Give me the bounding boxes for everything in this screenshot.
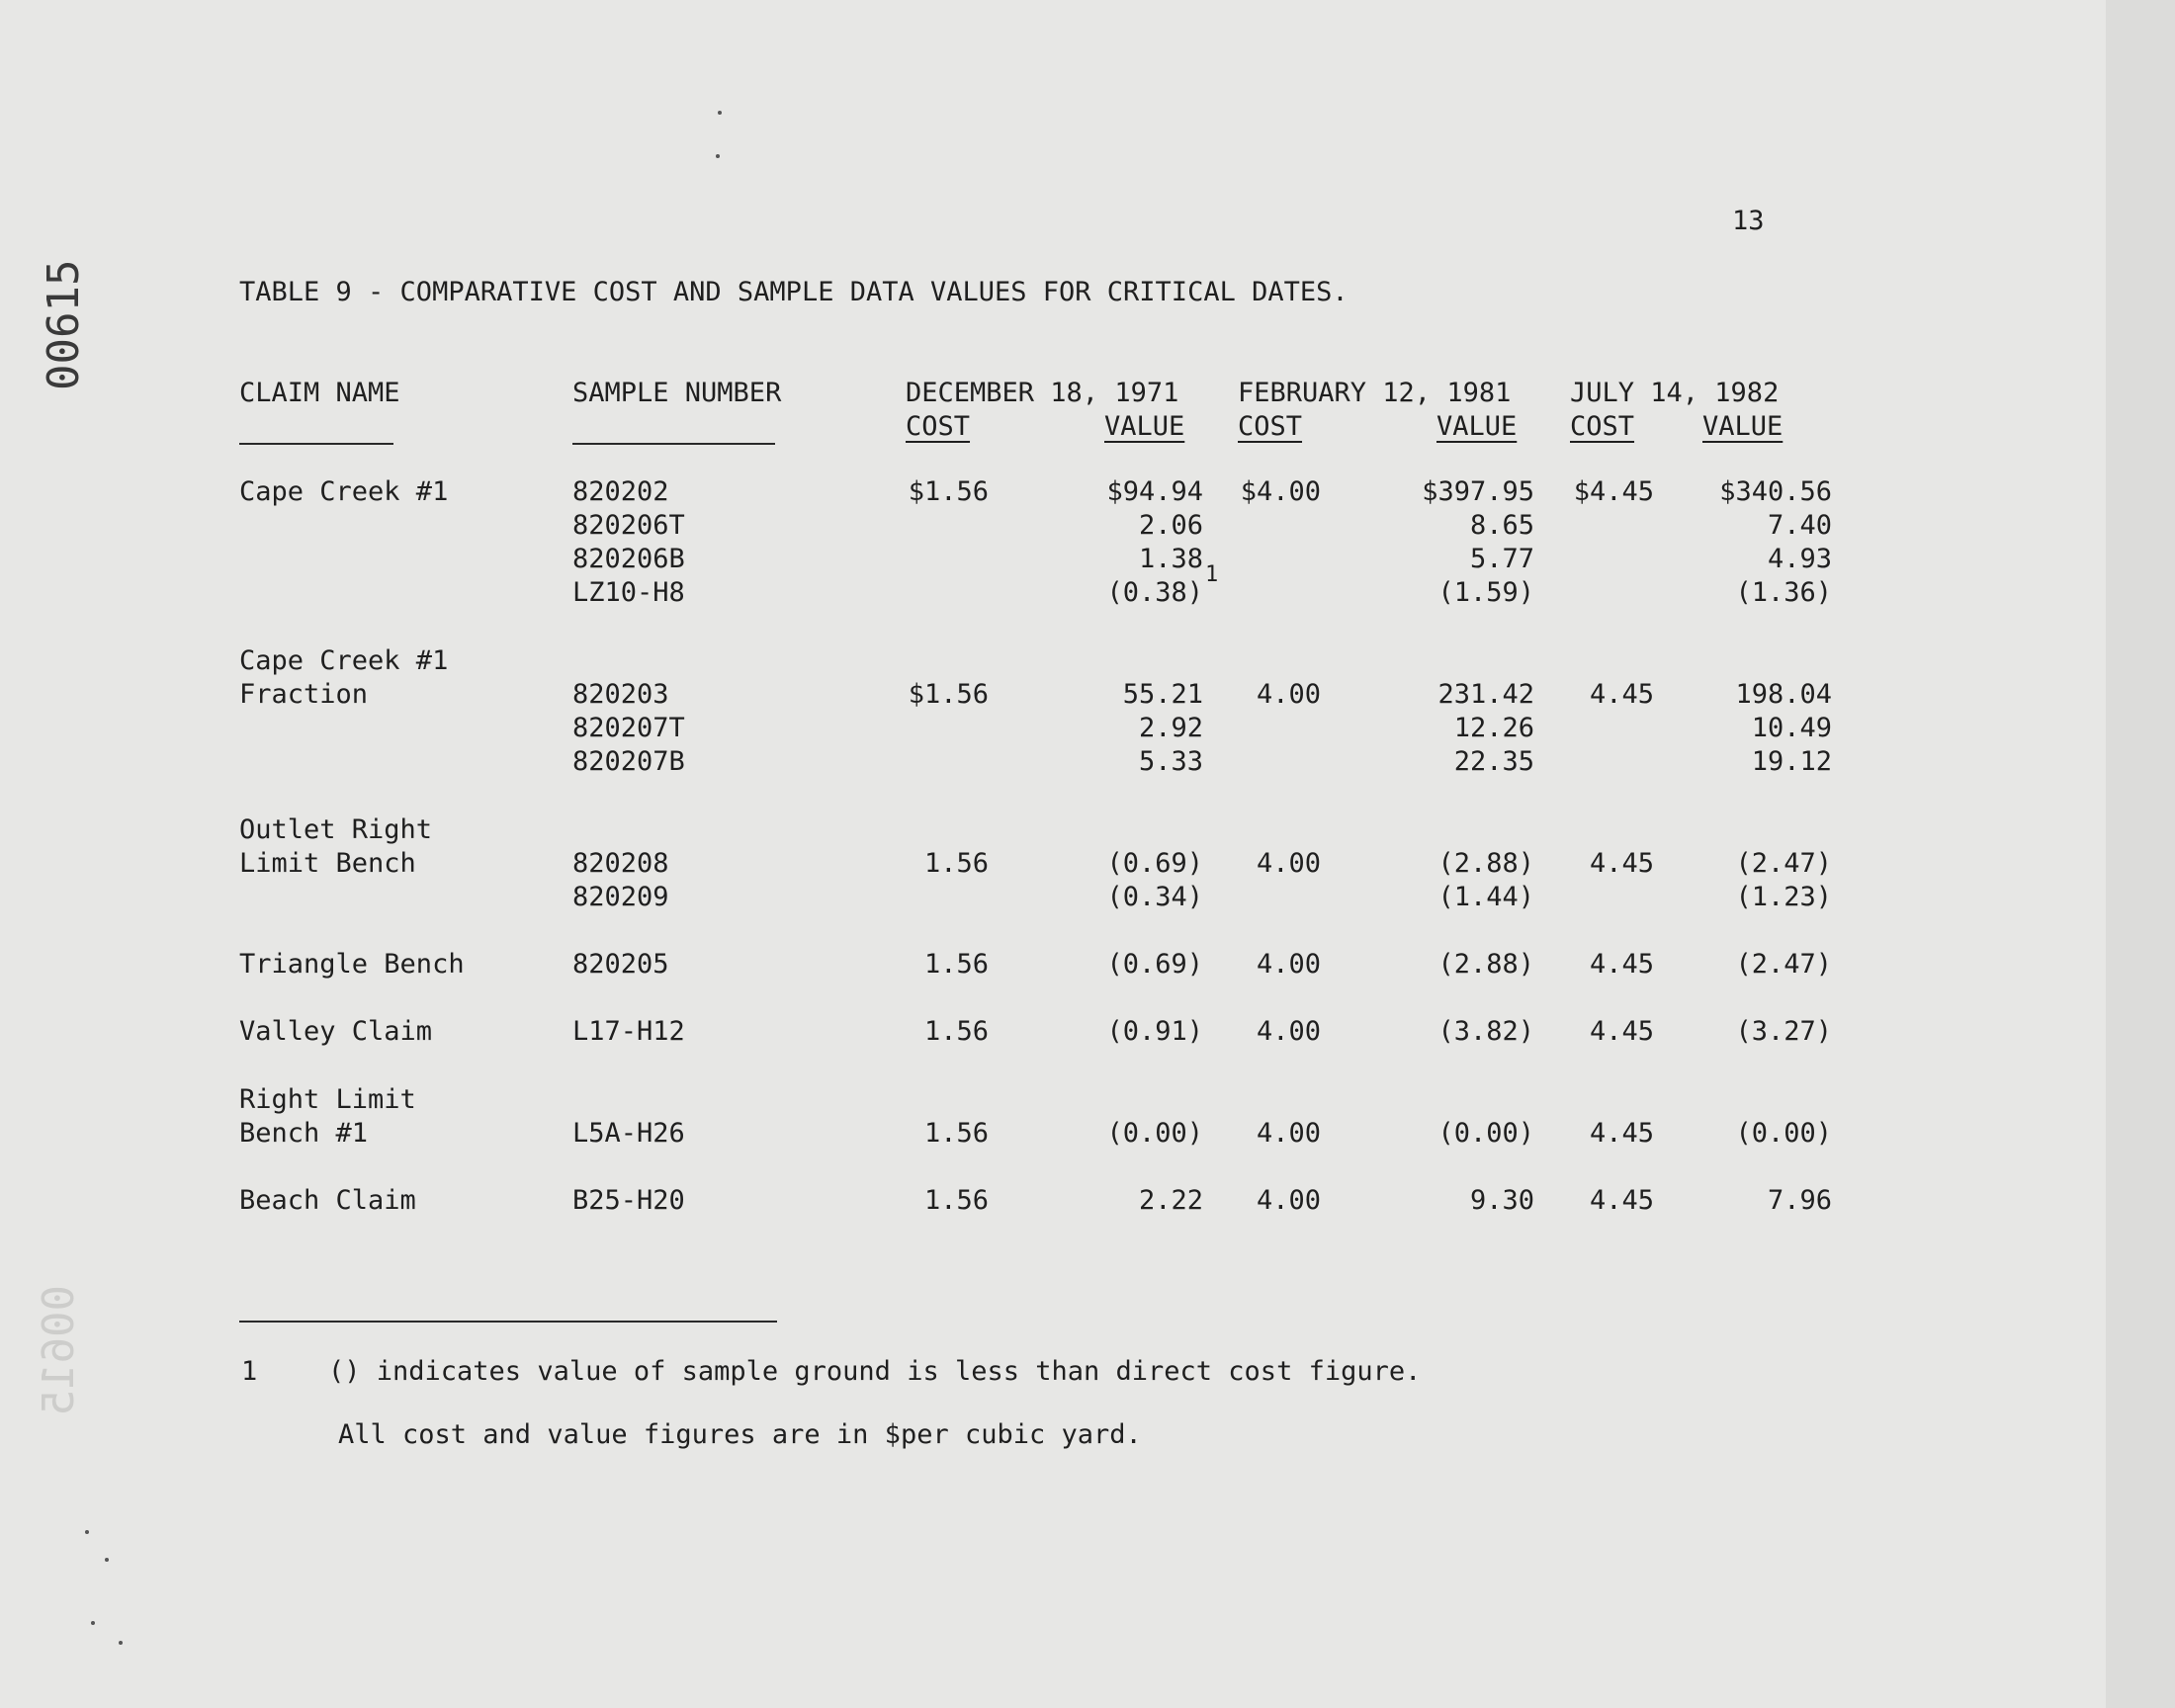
cell-value-1971: (0.38): [1106, 577, 1203, 608]
cell-value-1981: 231.42: [1437, 679, 1534, 710]
scan-speck: [718, 111, 722, 115]
cell-value-1971: (0.34): [1106, 882, 1203, 912]
cell-cost-1982: 4.45: [1589, 1118, 1654, 1149]
header-cost-1: COST: [906, 411, 971, 442]
cell-value-1982: (3.27): [1735, 1016, 1832, 1047]
scan-speck: [716, 154, 720, 158]
cell-value-1981: $397.95: [1422, 476, 1534, 507]
cell-cost-1981: 4.00: [1256, 1185, 1321, 1216]
header-cost-2: COST: [1238, 411, 1303, 442]
header-value-1: VALUE: [1104, 411, 1185, 442]
cell-value-1971: 2.92: [1138, 713, 1203, 743]
cell-claim-name: Cape Creek #1: [239, 476, 449, 507]
header-date-1: DECEMBER 18, 1971: [906, 378, 1179, 408]
cell-cost-1971: 1.56: [923, 949, 989, 980]
cell-sample-number: L5A-H26: [572, 1118, 685, 1149]
cell-claim-name: Fraction: [239, 679, 369, 710]
cell-cost-1982: $4.45: [1573, 476, 1654, 507]
cell-claim-name: Bench #1: [239, 1118, 369, 1149]
scan-speck: [91, 1621, 95, 1625]
scan-speck: [105, 1558, 109, 1562]
cell-claim-name: Triangle Bench: [239, 949, 465, 980]
cell-cost-1971: 1.56: [923, 848, 989, 879]
cell-value-1971: 2.06: [1138, 510, 1203, 541]
table-title: TABLE 9 - COMPARATIVE COST AND SAMPLE DATA VALUES FOR CRITICAL DATES.: [239, 277, 1348, 307]
footnote-1: () indicates value of sample ground is less than direct cost figure.: [328, 1356, 1422, 1387]
cell-sample-number: 820205: [572, 949, 669, 980]
cell-value-1971: $94.94: [1106, 476, 1203, 507]
cell-value-1982: (2.47): [1735, 949, 1832, 980]
cell-sample-number: 820202: [572, 476, 669, 507]
header-date-3: JULY 14, 1982: [1570, 378, 1780, 408]
cell-sample-number: 820203: [572, 679, 669, 710]
cell-sample-number: B25-H20: [572, 1185, 685, 1216]
cell-claim-name: Outlet Right: [239, 814, 433, 845]
cell-value-1982: (0.00): [1735, 1118, 1832, 1149]
cell-claim-name: Beach Claim: [239, 1185, 416, 1216]
cell-cost-1971: 1.56: [923, 1118, 989, 1149]
header-date-2: FEBRUARY 12, 1981: [1238, 378, 1512, 408]
cell-value-1981: (3.82): [1437, 1016, 1534, 1047]
footnote-reference: 1: [1205, 562, 1219, 587]
cell-cost-1971: $1.56: [908, 679, 989, 710]
cell-cost-1981: $4.00: [1240, 476, 1321, 507]
cell-value-1982: 4.93: [1767, 544, 1832, 574]
cell-cost-1982: 4.45: [1589, 949, 1654, 980]
cell-cost-1971: $1.56: [908, 476, 989, 507]
page-number: 13: [1732, 206, 1765, 236]
cell-claim-name: Limit Bench: [239, 848, 416, 879]
cell-value-1981: 22.35: [1453, 746, 1534, 777]
cell-value-1971: 1.38: [1138, 544, 1203, 574]
header-sample-number: SAMPLE NUMBER: [572, 378, 782, 408]
cell-claim-name: Valley Claim: [239, 1016, 433, 1047]
cell-cost-1982: 4.45: [1589, 679, 1654, 710]
scan-speck: [85, 1530, 89, 1534]
cell-value-1982: 10.49: [1751, 713, 1832, 743]
footnote-2: All cost and value figures are in $per cubic yard.: [338, 1419, 1142, 1450]
cell-cost-1981: 4.00: [1256, 1016, 1321, 1047]
cell-value-1981: (1.59): [1437, 577, 1534, 608]
cell-value-1971: (0.91): [1106, 1016, 1203, 1047]
cell-value-1971: (0.69): [1106, 848, 1203, 879]
cell-sample-number: 820208: [572, 848, 669, 879]
cell-value-1981: (2.88): [1437, 848, 1534, 879]
cell-value-1981: 8.65: [1469, 510, 1534, 541]
cell-value-1982: 198.04: [1735, 679, 1832, 710]
cell-claim-name: Cape Creek #1: [239, 645, 449, 676]
cell-cost-1971: 1.56: [923, 1185, 989, 1216]
header-claim-name: CLAIM NAME: [239, 378, 400, 408]
cell-sample-number: LZ10-H8: [572, 577, 685, 608]
cell-cost-1981: 4.00: [1256, 848, 1321, 879]
cell-value-1981: (2.88): [1437, 949, 1534, 980]
cell-value-1981: 5.77: [1469, 544, 1534, 574]
cell-value-1982: (2.47): [1735, 848, 1832, 879]
cell-value-1971: 5.33: [1138, 746, 1203, 777]
cell-sample-number: 820206T: [572, 510, 685, 541]
cell-cost-1982: 4.45: [1589, 848, 1654, 879]
sample-number-underline: [572, 443, 775, 445]
cell-value-1982: 19.12: [1751, 746, 1832, 777]
cell-value-1981: 12.26: [1453, 713, 1534, 743]
margin-stamp: 00615: [39, 259, 89, 390]
cell-value-1982: (1.23): [1735, 882, 1832, 912]
footnote-rule: [239, 1321, 777, 1323]
cell-cost-1971: 1.56: [923, 1016, 989, 1047]
claim-name-underline: [239, 443, 393, 445]
header-value-3: VALUE: [1702, 411, 1784, 442]
scan-speck: [119, 1641, 123, 1645]
cell-value-1981: (0.00): [1437, 1118, 1534, 1149]
scan-edge: [2106, 0, 2175, 1708]
cell-value-1981: (1.44): [1437, 882, 1534, 912]
cell-value-1982: $340.56: [1719, 476, 1832, 507]
footnote-marker: 1: [241, 1356, 258, 1387]
cell-value-1982: 7.40: [1767, 510, 1832, 541]
cell-cost-1982: 4.45: [1589, 1016, 1654, 1047]
header-value-2: VALUE: [1436, 411, 1518, 442]
cell-value-1982: (1.36): [1735, 577, 1832, 608]
cell-sample-number: 820206B: [572, 544, 685, 574]
cell-value-1971: 55.21: [1122, 679, 1203, 710]
cell-sample-number: L17-H12: [572, 1016, 685, 1047]
cell-cost-1981: 4.00: [1256, 679, 1321, 710]
cell-sample-number: 820209: [572, 882, 669, 912]
cell-claim-name: Right Limit: [239, 1084, 416, 1115]
margin-stamp-faded: 00615: [34, 1285, 84, 1416]
cell-value-1981: 9.30: [1469, 1185, 1534, 1216]
cell-cost-1981: 4.00: [1256, 949, 1321, 980]
cell-value-1971: (0.69): [1106, 949, 1203, 980]
cell-cost-1981: 4.00: [1256, 1118, 1321, 1149]
cell-value-1971: 2.22: [1138, 1185, 1203, 1216]
cell-sample-number: 820207B: [572, 746, 685, 777]
header-cost-3: COST: [1570, 411, 1635, 442]
cell-sample-number: 820207T: [572, 713, 685, 743]
cell-value-1971: (0.00): [1106, 1118, 1203, 1149]
cell-value-1982: 7.96: [1767, 1185, 1832, 1216]
cell-cost-1982: 4.45: [1589, 1185, 1654, 1216]
